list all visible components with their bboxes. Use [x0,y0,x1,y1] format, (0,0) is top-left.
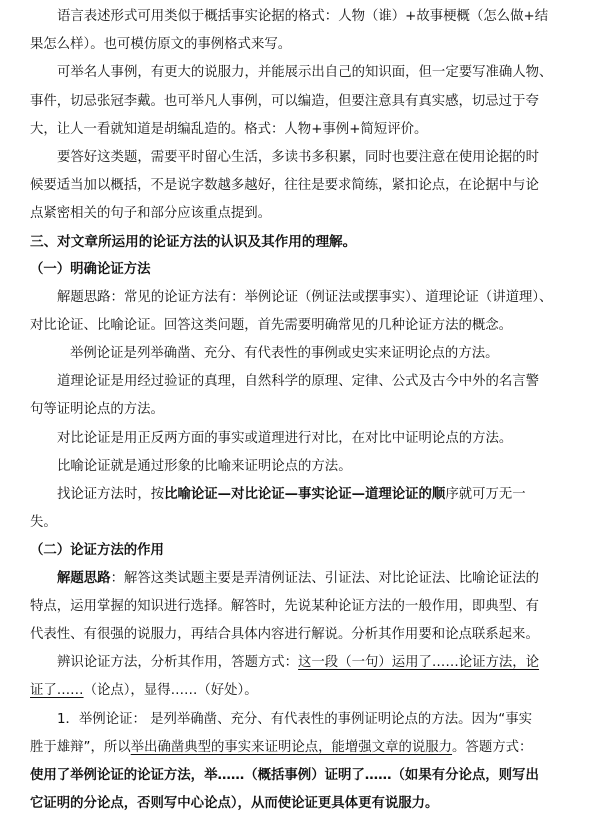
paragraph-line [57,481,526,509]
paragraph-line [30,677,258,705]
paragraph-line: 点紧密相关的句子和部分应该重点提到。 [30,206,272,221]
paragraph-line: 要答好这类题，需要平时留心生活，多读书多积累，同时也要注意在使用论据的时 [57,150,540,165]
paragraph-text: 序就可万无一 [445,487,526,502]
paragraph-text: 。答题方式： [452,740,533,755]
paragraph-line: 事件，切忌张冠李戴。也可举凡人事例，可以编造，但要注意具有真实感，切忌过于夸 [30,94,539,109]
paragraph-line: 对比论证是用正反两方面的事实或道理进行对比，在对比中证明论点的方法。 [57,431,513,446]
subsection-heading: （二）论证方法的作用 [30,543,164,558]
paragraph-line: 解题思路：常见的论证方法有：举例论证（例证法或摆事实）、道理论证（讲道理）、 [57,290,553,305]
paragraph-line: 候要适当加以概括，不是说字数越多越好，往往是要求简练，紧扣论点，在论据中与论 [30,178,539,193]
paragraph-text: ：解答这类试题主要是弄清例证法、引证法、对比论证法、比喻论证法的 [110,571,540,586]
paragraph-text: 胜于雄辩”，所以 [30,740,131,755]
underlined-text: 这一段（一句）运用了……论证方法，论 [298,655,540,670]
paragraph-line: 代表性、有很强的说服力，再结合具体内容进行解说。分析其作用要和论点联系起来。 [30,627,539,642]
underlined-text: 证了…… [30,683,84,698]
paragraph-line: 它证明的分论点，否则写中心论点），从而使论证更具体更有说服力。 [30,796,439,811]
paragraph-line: 1．举例论证： 是列举确凿、充分、有代表性的事例证明论点的方法。因为“事实 [57,712,532,727]
paragraph-line: 语言表述形式可用类似于概括事实论据的格式：人物（谁）+故事梗概（怎么做+结 [57,9,549,24]
paragraph-line: 果怎么样）。也可模仿原文的事例格式来写。 [30,37,292,52]
underlined-text: 举出确凿典型的事实来证明论点，能增强文章的说服力 [130,740,453,755]
paragraph-line: 特点，运用掌握的知识进行选择。解答时，先说某种论证方法的一般作用，即典型、有 [30,599,539,614]
emphasis-text: 比喻论证—对比论证—事实论证—道理论证的顺 [164,487,446,502]
paragraph-line [57,649,539,677]
paragraph-line [57,565,539,593]
section-heading: 三、对文章所运用的论证方法的认识及其作用的理解。 [30,234,357,250]
paragraph-text: 辨识论证方法，分析其作用，答题方式： [57,655,299,670]
label-text: 解题思路 [57,571,111,586]
paragraph-line: 使用了举例论证的论证方法，举……（概括事例）证明了……（如果有分论点，则写出 [30,768,539,783]
paragraph-text: 找论证方法时，按 [57,487,165,502]
paragraph-line: 对比论证、比喻论证。回答这类问题，首先需要明确常见的几种论证方法的概念。 [30,318,513,333]
paragraph-line: 句等证明论点的方法。 [30,402,164,417]
paragraph-line: 大，让人一看就知道是胡编乱造的。格式：人物+事例+简短评价。 [30,122,428,137]
paragraph-line: 可举名人事例，有更大的说服力，并能展示出自己的知识面，但一定要写准确人物、 [57,65,553,80]
paragraph-text: （论点），显得……（好处）。 [83,683,258,698]
paragraph-line: 道理论证是用经过验证的真理，自然科学的原理、定律、公式及古今中外的名言警 [57,374,540,389]
paragraph-line: 失。 [30,515,57,530]
paragraph-line: 举例论证是列举确凿、充分、有代表性的事例或史实来证明论点的方法。 [70,346,499,361]
paragraph-line [30,734,532,762]
paragraph-line: 比喻论证就是通过形象的比喻来证明论点的方法。 [57,459,352,474]
subsection-heading: （一）明确论证方法 [30,262,151,277]
